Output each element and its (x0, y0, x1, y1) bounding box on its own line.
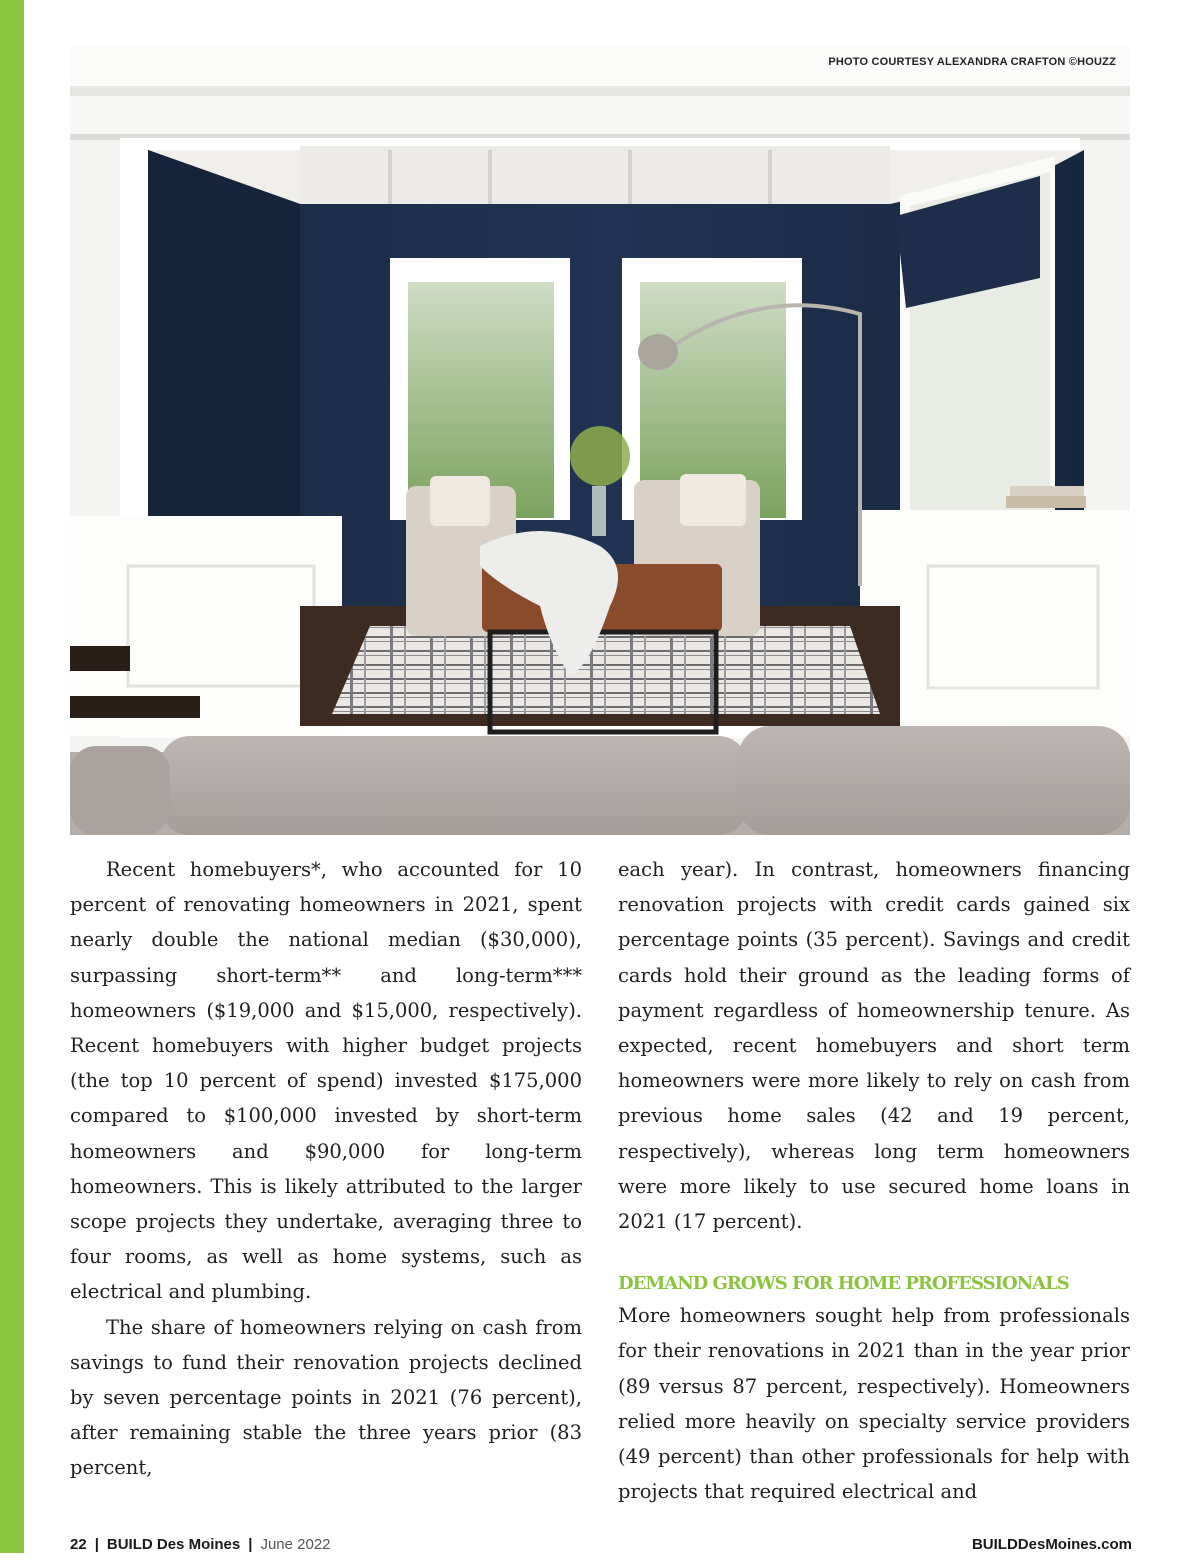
page-footer (70, 1536, 1132, 1560)
article-paragraph: Recent homebuyers*, who accounted for 10 percent of renovating homeowners in 2021, spent nearly double the national median ($30,000), surpassing short-term** and long-term*** homeowners ($19,000 and $15,000, respectively). Recent homebuyers with higher budget projects (the top 10 percent of spend) invested $175,000 compared to $100,000 invested by short-term homeowners and $90,000 for long-term homeowners. This is likely attributed to the larger scope projects they undertake, averaging three to four rooms, as well as home systems, such as electrical and plumbing. (70, 858, 582, 1304)
article-paragraph: each year). In contrast, homeowners financing renovation projects with credit cards gained six percentage points (35 percent). Savings and credit cards hold their ground as the leading forms of payment regardless of homeownership tenure. As expected, recent homebuyers and short term homeowners were more likely to rely on cash from previous home sales (42 and 19 percent, respectively), whereas long term homeowners were more likely to use secured home loans in 2021 (17 percent). (618, 858, 1130, 1234)
issue-date: June 2022 (260, 1536, 331, 1553)
website-link[interactable]: BUILDDesMoines.com (971, 1536, 1132, 1553)
article-paragraph: More homeowners sought help from professionals for their renovations in 2021 than in the year prior (89 versus 87 percent, respectively). Homeowners relied more heavily on specialty service providers (49 percent) than other professionals for help with projects that required electrical and (618, 1304, 1130, 1504)
footer-separator: | (94, 1536, 99, 1553)
living-room-illustration (70, 46, 1130, 835)
article-paragraph: The share of homeowners relying on cash from savings to fund their renovation projects declined by seven percentage points in 2021 (76 percent), after remaining stable the three years prior (83 percent, (70, 1315, 582, 1480)
article-column-right (618, 852, 1130, 1509)
footer-left (70, 1536, 331, 1553)
article-column-left (70, 852, 582, 1486)
section-heading: DEMAND GROWS FOR HOME PROFESSIONALS (618, 1273, 1069, 1295)
publication-name: BUILD Des Moines (106, 1536, 241, 1553)
page-number: 22 (70, 1536, 87, 1553)
footer-separator: | (248, 1536, 253, 1553)
photo-credit: PHOTO COURTESY ALEXANDRA CRAFTON ©HOUZZ (828, 56, 1116, 68)
accent-side-bar (0, 0, 24, 1553)
living-room-photo (70, 46, 1130, 835)
